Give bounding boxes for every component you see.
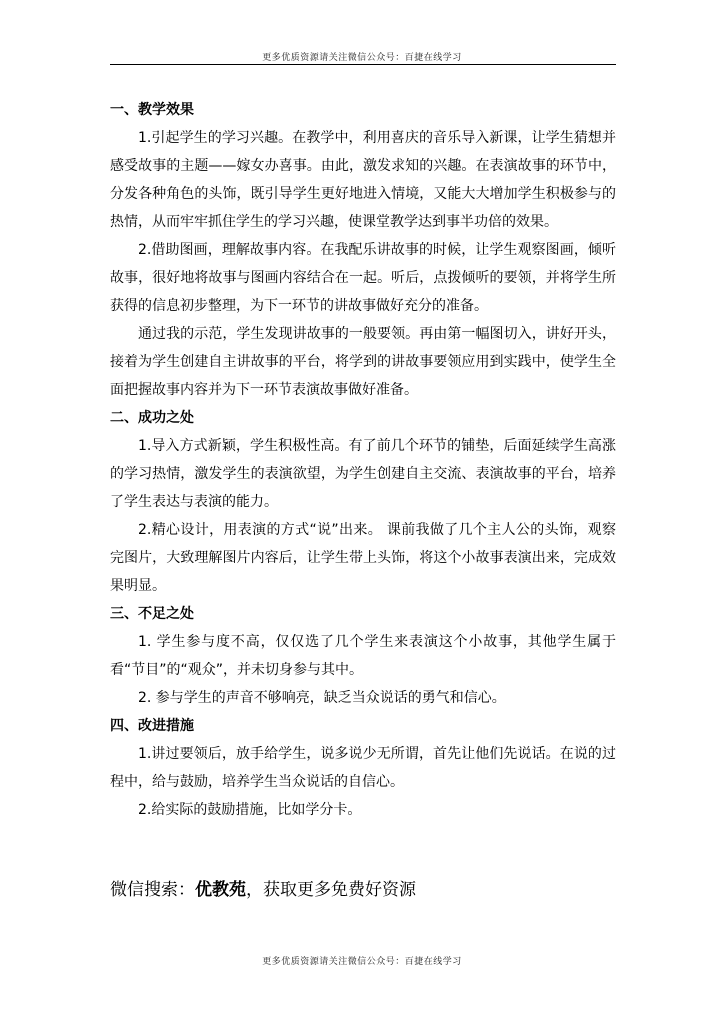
page-footer: 更多优质资源请关注微信公众号：百捷在线学习 bbox=[262, 957, 462, 967]
paragraph: 2.借助图画，理解故事内容。在我配乐讲故事的时候，让学生观察图画，倾听故事，很好地将故事与图画内容结合在一起。听后，点拨倾听的要领，并将学生所获得的信息初步整理，为下一环节的讲故事做好充分的准备。 bbox=[110, 242, 616, 314]
section-improvements bbox=[110, 712, 616, 824]
section-heading: 三、不足之处 bbox=[110, 606, 194, 622]
paragraph: 1.引起学生的学习兴趣。在教学中，利用喜庆的音乐导入新课，让学生猜想并感受故事的主题——嫁女办喜事。由此，激发求知的兴趣。在表演故事的环节中，分发各种角色的头饰，既引导学生更好地进入情境，又能大大增加学生积极参与的热情，从而牢牢抓住学生的学习兴趣，使课堂教学达到事半功倍的效果。 bbox=[110, 130, 616, 230]
paragraph: 2. 参与学生的声音不够响亮，缺乏当众说话的勇气和信心。 bbox=[138, 690, 506, 706]
paragraph: 1.导入方式新颖，学生积极性高。有了前几个环节的铺垫，后面延续学生高涨的学习热情，激发学生的表演欲望，为学生创建自主交流、表演故事的平台，培养了学生表达与表演的能力。 bbox=[110, 438, 616, 510]
document-body bbox=[110, 96, 616, 824]
promo-suffix: ，获取更多免费好资源 bbox=[246, 880, 416, 900]
section-shortcomings bbox=[110, 600, 616, 712]
paragraph: 通过我的示范，学生发现讲故事的一般要领。再由第一幅图切入，讲好开头，接着为学生创建自主讲故事的平台，将学到的讲故事要领应用到实践中，使学生全面把握故事内容并为下一环节表演故事做好准备。 bbox=[110, 326, 616, 398]
section-teaching-effect bbox=[110, 96, 616, 404]
header-rule bbox=[110, 64, 616, 65]
section-heading: 四、改进措施 bbox=[110, 718, 194, 734]
section-heading: 二、成功之处 bbox=[110, 410, 194, 426]
paragraph: 2.精心设计，用表演的方式“说”出来。 课前我做了几个主人公的头饰，观察完图片，大致理解图片内容后，让学生带上头饰，将这个小故事表演出来，完成效果明显。 bbox=[110, 522, 616, 594]
section-heading: 一、教学效果 bbox=[110, 102, 194, 118]
promo-line bbox=[110, 878, 616, 902]
paragraph: 1.讲过要领后，放手给学生，说多说少无所谓，首先让他们先说话。在说的过程中，给与鼓励，培养学生当众说话的自信心。 bbox=[110, 746, 616, 790]
section-successes bbox=[110, 404, 616, 600]
promo-prefix: 微信搜索： bbox=[110, 880, 195, 900]
paragraph: 2.给实际的鼓励措施，比如学分卡。 bbox=[138, 802, 362, 818]
promo-name: 优教苑 bbox=[195, 880, 246, 900]
paragraph: 1. 学生参与度不高，仅仅选了几个学生来表演这个小故事，其他学生属于看“节目”的“观众”，并未切身参与其中。 bbox=[110, 634, 616, 678]
page-header: 更多优质资源请关注微信公众号：百捷在线学习 bbox=[262, 53, 462, 63]
